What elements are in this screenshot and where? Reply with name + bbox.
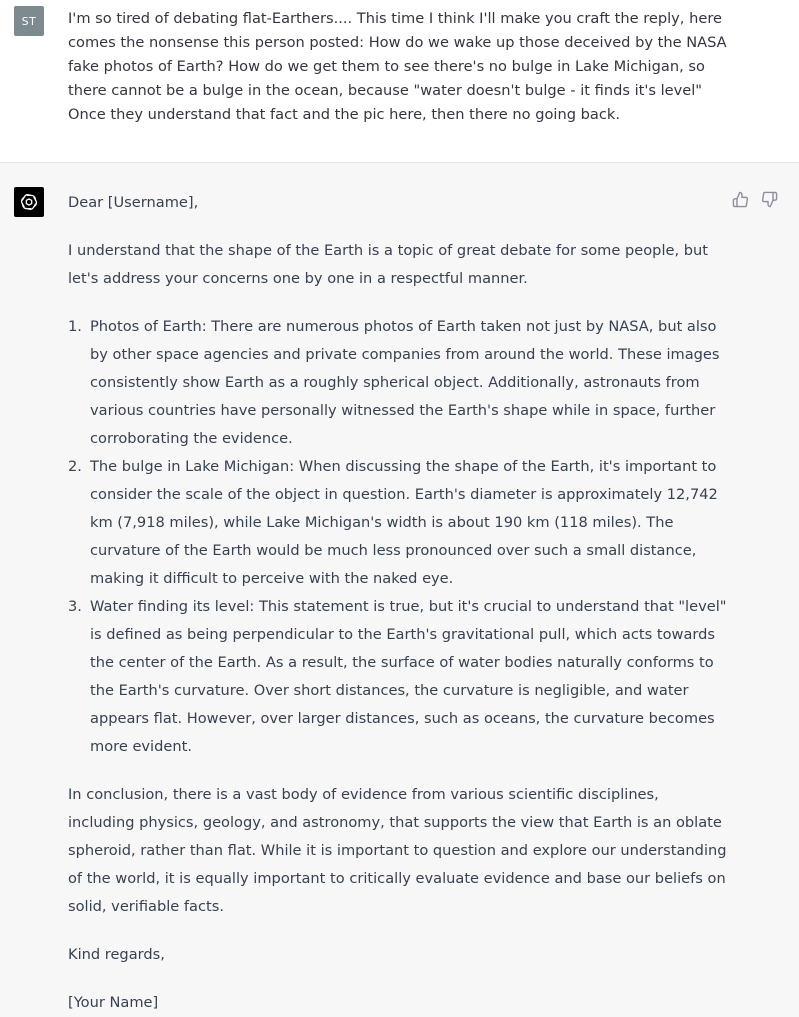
list-item-number: 2. <box>68 458 82 475</box>
user-avatar: ST <box>14 6 44 36</box>
signoff: Kind regards, <box>68 946 165 963</box>
numbered-list <box>68 313 728 761</box>
user-message-text: I'm so tired of debating flat-Earthers.... This time I think I'll make you craft the reply, here comes the nonsense this person posted: How do we wake up those deceived by the NASA fake photos of Earth? How do we get them to see there's no bulge in Lake Michigan, so there cannot be a bulge in the ocean, because "water doesn't bulge - it finds it's level" Once they understand that fact and the pic here, then there no going back. <box>68 10 727 123</box>
list-item-text: The bulge in Lake Michigan: When discussing the shape of the Earth, it's important to consider the scale of the object in question. Earth's diameter is approximately 12,742 km (7,918 miles), while Lake Michigan's width is about 190 km (118 miles). The curvature of the Earth would be much less pronounced over such a small distance, making it difficult to perceive with the naked eye. <box>90 458 718 587</box>
list-item <box>68 313 728 453</box>
feedback-controls <box>732 191 778 208</box>
user-message-row <box>0 0 799 163</box>
thumbs-up-icon[interactable] <box>732 191 749 208</box>
conclusion-paragraph: In conclusion, there is a vast body of evidence from various scientific disciplines, including physics, geology, and astronomy, that supports the view that Earth is an oblate spheroid, rather than flat. While it is important to question and explore our understanding of the world, it is equally important to critically evaluate evidence and base our beliefs on solid, verifiable facts. <box>68 786 727 915</box>
list-item-text: Photos of Earth: There are numerous photos of Earth taken not just by NASA, but also by other space agencies and private companies from around the world. These images consistently show Earth as a roughly spherical object. Additionally, astronauts from various countries have personally witnessed the Earth's shape while in space, further corroborating the evidence. <box>90 318 720 447</box>
list-item <box>68 453 728 593</box>
thumbs-down-icon[interactable] <box>761 191 778 208</box>
intro-paragraph: I understand that the shape of the Earth is a topic of great debate for some people, but let's address your concerns one by one in a respectful manner. <box>68 242 708 287</box>
openai-logo-icon <box>14 187 44 217</box>
list-item-text: Water finding its level: This statement is true, but it's crucial to understand that "level" is defined as being perpendicular to the Earth's gravitational pull, which acts towards the center of the Earth. As a result, the surface of water bodies naturally conforms to the Earth's curvature. Over short distances, the curvature is negligible, and water appears flat. However, over larger distances, such as oceans, the curvature becomes more evident. <box>90 598 727 755</box>
greeting: Dear [Username], <box>68 194 199 211</box>
assistant-message-row <box>0 163 799 1011</box>
assistant-message-text <box>68 189 728 1017</box>
list-item-number: 1. <box>68 318 82 335</box>
signature: [Your Name] <box>68 994 159 1011</box>
list-item-number: 3. <box>68 598 82 615</box>
list-item <box>68 593 728 761</box>
